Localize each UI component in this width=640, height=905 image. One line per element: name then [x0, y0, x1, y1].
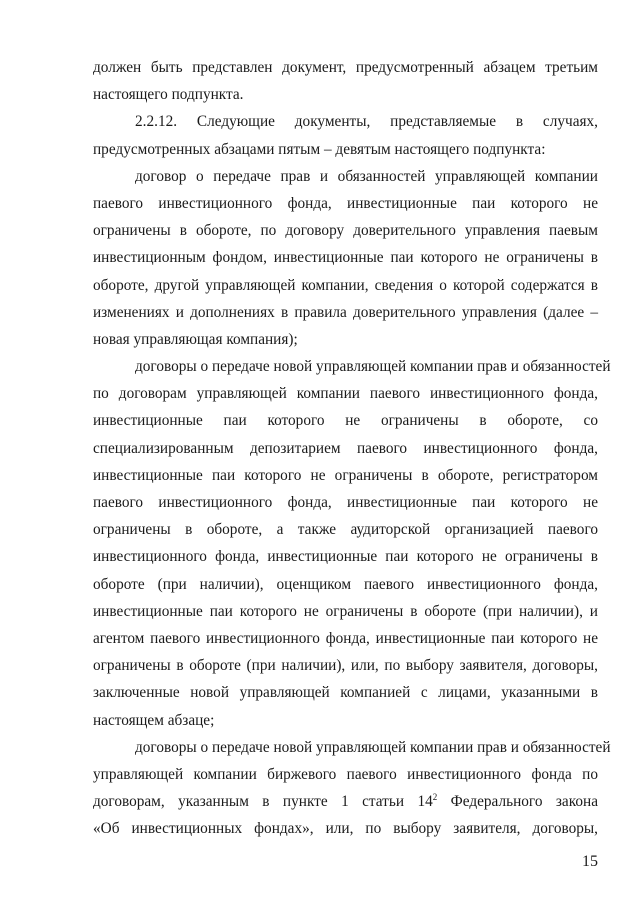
- text-line: инвестиционного фонда, инвестиционные паи которого не ограничены в: [93, 548, 598, 566]
- text-line: 2.2.12. Следующие документы, представляемые в случаях,: [135, 113, 598, 131]
- paragraph-clause-2-2-12: [93, 108, 598, 162]
- text-line-with-superscript: [93, 788, 598, 815]
- text-line: паевого инвестиционного фонда, инвестиционные паи которого не: [93, 494, 598, 511]
- text-line: агентом паевого инвестиционного фонда, инвестиционные паи которого не: [93, 629, 598, 647]
- text-line: инвестиционные паи которого не ограничены в обороте, со: [93, 412, 598, 430]
- page-number: 15: [582, 853, 598, 870]
- text-line: управляющей компании биржевого паевого инвестиционного фонда по: [93, 765, 598, 783]
- text-line: паевого инвестиционного фонда, инвестиционные паи которого не: [93, 194, 598, 212]
- text-line: инвестиционные паи которого не ограничены в обороте, регистратором: [93, 466, 598, 484]
- text-line: по договорам управляющей компании паевого инвестиционного фонда,: [93, 385, 598, 403]
- text-line: обороте, другой управляющей компании, сведения о которой содержатся в: [93, 276, 598, 294]
- text-line: инвестиционные паи которого не ограничены в обороте (при наличии), и: [93, 602, 598, 620]
- text-line: инвестиционным фондом, инвестиционные паи которого не ограничены в: [93, 249, 598, 267]
- paragraph-contracts-new-company: [93, 353, 611, 734]
- text-line: настоящего подпункта.: [93, 86, 244, 104]
- text-line: ограничены в обороте, по договору доверительного управления паевым: [93, 222, 598, 240]
- text-line: «Об инвестиционных фондах», или, по выбору заявителя, договоры,: [93, 820, 598, 838]
- document-body: [93, 54, 611, 842]
- text-line: договоры о передаче новой управляющей компании прав и обязанностей: [135, 358, 611, 376]
- text-line: заключенные новой управляющей компанией с лицами, указанными в: [93, 684, 598, 702]
- text-line: специализированным депозитарием паевого инвестиционного фонда,: [93, 439, 598, 457]
- paragraph-contract-transfer: [93, 163, 598, 353]
- text-line: изменениях и дополнениях в правила доверительного управления (далее –: [93, 303, 598, 321]
- text-line: обороте (при наличии), оценщиком паевого инвестиционного фонда,: [93, 575, 598, 593]
- text-fragment: Федерального закона: [437, 793, 598, 811]
- text-line: ограничены в обороте, а также аудиторской организацией паевого: [93, 521, 598, 539]
- text-line: предусмотренных абзацами пятым – девятым настоящего подпункта:: [93, 140, 546, 158]
- text-fragment: договорам, указанным в пункте 1 статьи 14: [93, 793, 433, 811]
- text-line: новая управляющая компания);: [93, 330, 298, 348]
- paragraph-contracts-exchange-fund: [93, 734, 611, 843]
- text-line: ограничены в обороте (при наличии), или, по выбору заявителя, договоры,: [93, 657, 598, 675]
- text-line: должен быть представлен документ, предусмотренный абзацем третьим: [93, 59, 598, 76]
- superscript: 2: [432, 791, 438, 802]
- text-line: настоящем абзаце;: [93, 711, 215, 729]
- paragraph-continuation: [93, 54, 598, 108]
- text-line: договоры о передаче новой управляющей компании прав и обязанностей: [135, 738, 611, 756]
- text-line: договор о передаче прав и обязанностей управляющей компании: [135, 167, 598, 185]
